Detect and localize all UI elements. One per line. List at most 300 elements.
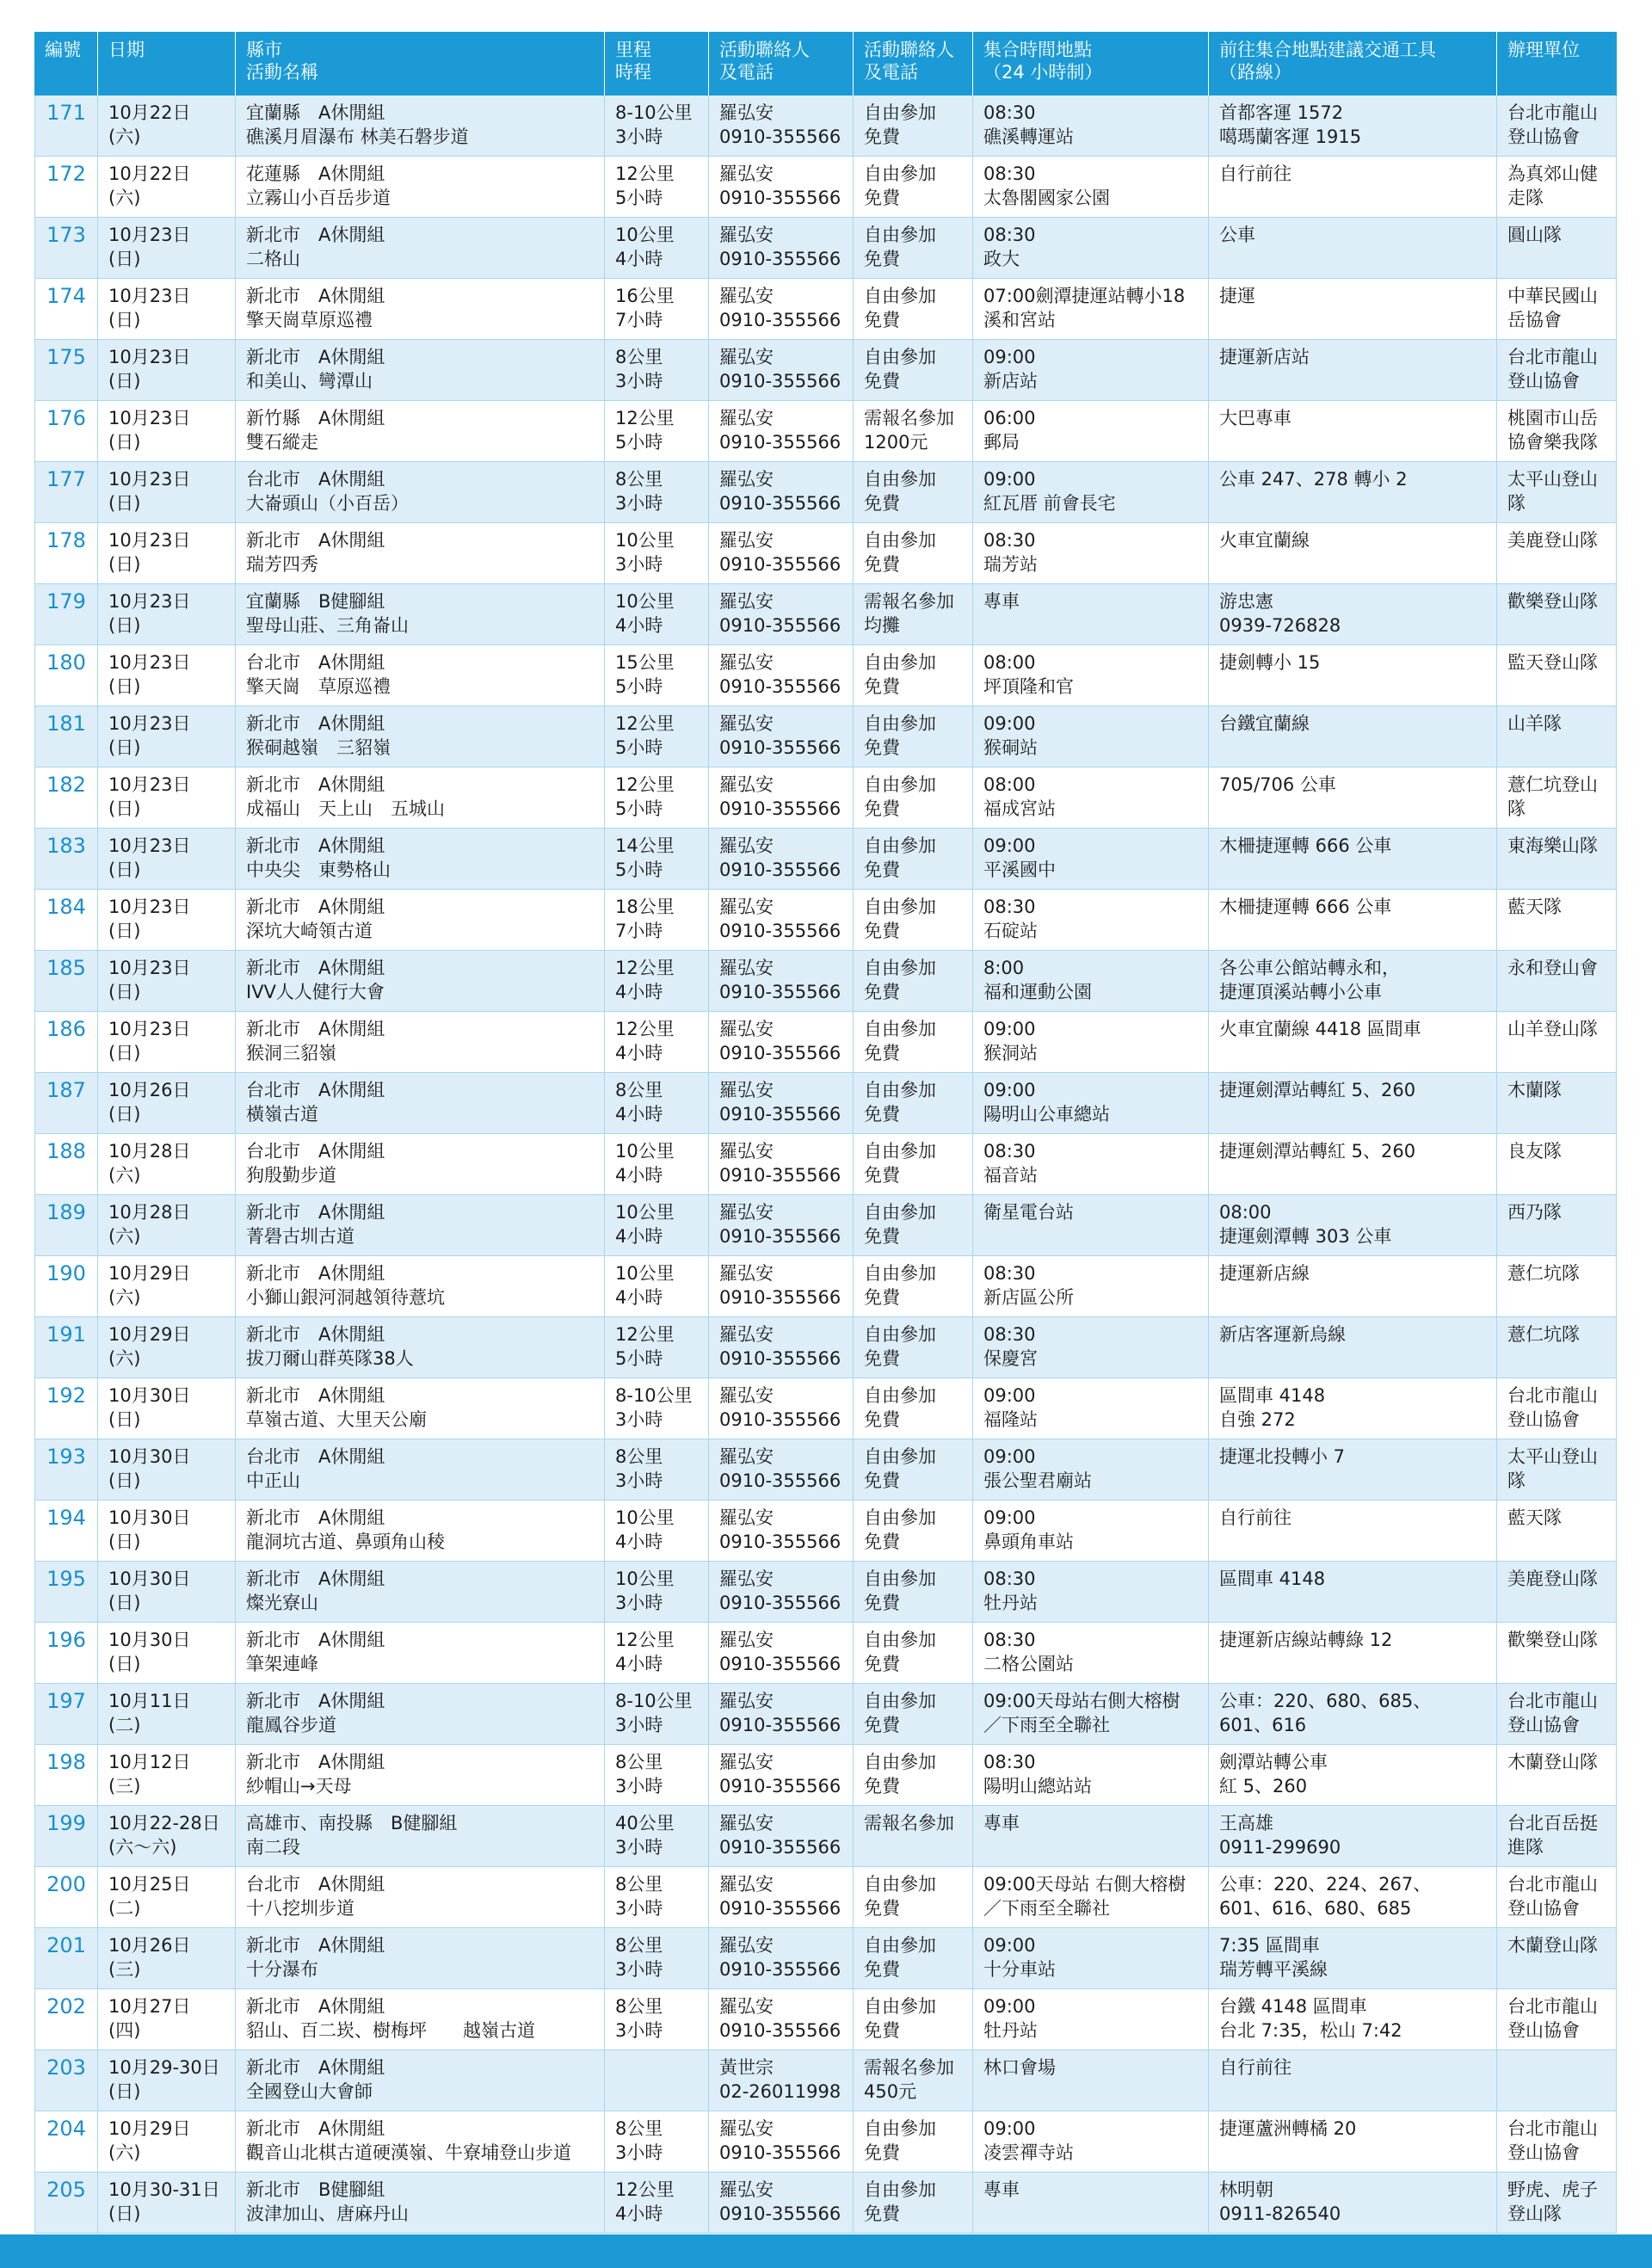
cell-organizer xyxy=(1497,401,1617,462)
organizer-line: 登山協會 xyxy=(1507,1898,1580,1919)
distance-line: 7小時 xyxy=(615,921,663,941)
contact-line: 羅弘安 xyxy=(719,1691,774,1711)
cell-activity xyxy=(236,1195,605,1256)
meet-line: ／下雨至全聯社 xyxy=(983,1898,1110,1919)
activity-line: 觀音山北棋古道硬漢嶺、牛寮埔登山步道 xyxy=(246,2142,571,2163)
cell-date xyxy=(98,1867,236,1928)
date-line: 10月23日 xyxy=(108,408,191,428)
fee-line: 自由參加 xyxy=(864,1874,936,1895)
cell-contact xyxy=(709,2111,854,2172)
fee-line: 免費 xyxy=(864,1470,900,1491)
date-line: (日) xyxy=(108,1409,141,1430)
organizer-line: 歡樂登山隊 xyxy=(1507,591,1598,612)
meet-line: 新店區公所 xyxy=(983,1287,1074,1308)
distance-line: 5小時 xyxy=(615,676,663,697)
fee-line: 免費 xyxy=(864,2142,900,2163)
cell-meet xyxy=(973,951,1209,1012)
distance-line: 4小時 xyxy=(615,1532,663,1552)
transport-line: 0939-726828 xyxy=(1219,615,1341,636)
cell-organizer xyxy=(1497,767,1617,829)
contact-line: 羅弘安 xyxy=(719,469,774,490)
activity-line: 新北市 A休閒組 xyxy=(246,1568,385,1589)
header-line: 縣市 xyxy=(246,40,282,60)
cell-distance xyxy=(605,829,709,890)
header-line: 及電話 xyxy=(719,62,774,83)
cell-organizer xyxy=(1497,1623,1617,1684)
cell-meet xyxy=(973,890,1209,951)
activity-line: 新北市 A休閒組 xyxy=(246,286,385,306)
meet-line: 08:30 xyxy=(983,1141,1036,1162)
cell-fee xyxy=(854,1012,973,1073)
transport-line: 噶瑪蘭客運 1915 xyxy=(1219,126,1362,147)
fee-line: 自由參加 xyxy=(864,1324,936,1345)
distance-line: 4小時 xyxy=(615,1226,663,1247)
meet-line: 08:30 xyxy=(983,530,1036,551)
table-row xyxy=(34,2111,1617,2172)
distance-line: 8公里 xyxy=(615,1752,663,1772)
transport-line: 公車 247、278 轉小 2 xyxy=(1219,469,1408,490)
distance-line: 5小時 xyxy=(615,188,663,208)
cell-transport xyxy=(1209,523,1497,584)
cell-organizer xyxy=(1497,1501,1617,1562)
fee-line: 免費 xyxy=(864,860,900,880)
activity-line: 草嶺古道、大里天公廟 xyxy=(246,1409,427,1430)
date-line: (日) xyxy=(108,921,141,941)
date-line: 10月23日 xyxy=(108,958,191,978)
meet-line: 猴洞站 xyxy=(983,1043,1038,1063)
cell-meet xyxy=(973,1439,1209,1501)
cell-contact xyxy=(709,1745,854,1806)
distance-line: 5小時 xyxy=(615,737,663,758)
cell-fee xyxy=(854,1501,973,1562)
fee-line: 免費 xyxy=(864,1959,900,1980)
organizer-line: 台北百岳挺 xyxy=(1507,1813,1598,1834)
cell-date xyxy=(98,1195,236,1256)
fee-line: 自由參加 xyxy=(864,1935,936,1956)
cell-activity xyxy=(236,2172,605,2234)
date-line: (日) xyxy=(108,860,141,880)
distance-line: 8公里 xyxy=(615,1874,663,1895)
cell-activity xyxy=(236,584,605,645)
meet-line: 09:00 xyxy=(983,1507,1036,1528)
meet-line: 08:30 xyxy=(983,1324,1036,1345)
cell-organizer xyxy=(1497,584,1617,645)
cell-contact xyxy=(709,829,854,890)
cell-activity xyxy=(236,523,605,584)
distance-line: 3小時 xyxy=(615,126,663,147)
cell-date xyxy=(98,279,236,340)
meet-line: 06:00 xyxy=(983,408,1036,428)
cell-contact xyxy=(709,1989,854,2050)
cell-contact xyxy=(709,340,854,401)
transport-line: 自行前往 xyxy=(1219,2057,1291,2078)
transport-line: 601、616 xyxy=(1219,1715,1307,1735)
cell-activity xyxy=(236,1928,605,1989)
cell-transport xyxy=(1209,279,1497,340)
contact-line: 0910-355566 xyxy=(719,1654,841,1674)
transport-line: 火車宜蘭線 4418 區間車 xyxy=(1219,1019,1421,1039)
cell-date xyxy=(98,1928,236,1989)
distance-line: 3小時 xyxy=(615,554,663,575)
activity-line: 大崙頭山（小百岳） xyxy=(246,493,409,514)
cell-distance xyxy=(605,1501,709,1562)
contact-line: 羅弘安 xyxy=(719,225,774,245)
cell-meet xyxy=(973,1928,1209,1989)
cell-activity xyxy=(236,1501,605,1562)
cell-transport xyxy=(1209,1745,1497,1806)
cell-no: 185 xyxy=(34,951,98,1012)
contact-line: 0910-355566 xyxy=(719,1837,841,1858)
organizer-line: 中華民國山 xyxy=(1507,286,1598,306)
fee-line: 免費 xyxy=(864,554,900,575)
activity-line: 和美山、彎潭山 xyxy=(246,371,373,391)
cell-distance xyxy=(605,951,709,1012)
cell-contact xyxy=(709,1134,854,1195)
activity-line: 新北市 A休閒組 xyxy=(246,2057,385,2078)
cell-no: 172 xyxy=(34,157,98,218)
activity-line: 新北市 A休閒組 xyxy=(246,1385,385,1406)
cell-date xyxy=(98,1012,236,1073)
activity-line: 新北市 A休閒組 xyxy=(246,1202,385,1223)
cell-distance xyxy=(605,1378,709,1439)
cell-contact xyxy=(709,1867,854,1928)
date-line: (日) xyxy=(108,493,141,514)
cell-no: 174 xyxy=(34,279,98,340)
table-row xyxy=(34,1928,1617,1989)
meet-line: 專車 xyxy=(983,2179,1020,2200)
date-line: 10月29-30日 xyxy=(108,2057,220,2078)
cell-distance xyxy=(605,890,709,951)
distance-line: 10公里 xyxy=(615,1568,675,1589)
cell-meet xyxy=(973,462,1209,523)
date-line: 10月23日 xyxy=(108,286,191,306)
fee-line: 免費 xyxy=(864,1226,900,1247)
cell-distance xyxy=(605,2050,709,2111)
cell-date xyxy=(98,1134,236,1195)
transport-line: 自行前往 xyxy=(1219,1507,1291,1528)
contact-line: 羅弘安 xyxy=(719,897,774,917)
cell-no: 198 xyxy=(34,1745,98,1806)
cell-meet xyxy=(973,401,1209,462)
fee-line: 自由參加 xyxy=(864,2179,936,2200)
fee-line: 免費 xyxy=(864,249,900,269)
cell-no: 182 xyxy=(34,767,98,829)
date-line: (六～六) xyxy=(108,1837,177,1858)
cell-date xyxy=(98,829,236,890)
cell-activity xyxy=(236,2050,605,2111)
cell-fee xyxy=(854,1378,973,1439)
table-row xyxy=(34,1623,1617,1684)
date-line: 10月23日 xyxy=(108,591,191,612)
distance-line: 8公里 xyxy=(615,1996,663,2017)
cell-no: 191 xyxy=(34,1317,98,1378)
cell-no: 190 xyxy=(34,1256,98,1317)
cell-no: 202 xyxy=(34,1989,98,2050)
fee-line: 免費 xyxy=(864,1898,900,1919)
activity-line: 台北市 A休閒組 xyxy=(246,1080,385,1100)
date-line: (日) xyxy=(108,1654,141,1674)
cell-no: 204 xyxy=(34,2111,98,2172)
distance-line: 5小時 xyxy=(615,432,663,453)
fee-line: 免費 xyxy=(864,188,900,208)
cell-meet xyxy=(973,1134,1209,1195)
date-line: (六) xyxy=(108,1287,141,1308)
activity-line: 龍洞坑古道、鼻頭角山稜 xyxy=(246,1532,445,1552)
cell-activity xyxy=(236,1073,605,1134)
table-row xyxy=(34,1073,1617,1134)
cell-fee xyxy=(854,767,973,829)
cell-transport xyxy=(1209,340,1497,401)
transport-line: 王高雄 xyxy=(1219,1813,1273,1834)
transport-line: 林明朝 xyxy=(1219,2179,1273,2200)
cell-meet xyxy=(973,2172,1209,2234)
meet-line: ／下雨至全聯社 xyxy=(983,1715,1110,1735)
contact-line: 羅弘安 xyxy=(719,530,774,551)
cell-fee xyxy=(854,462,973,523)
meet-line: 福隆站 xyxy=(983,1409,1038,1430)
distance-line: 3小時 xyxy=(615,2142,663,2163)
fee-line: 自由參加 xyxy=(864,652,936,673)
contact-line: 0910-355566 xyxy=(719,798,841,819)
cell-distance xyxy=(605,1928,709,1989)
organizer-line: 走隊 xyxy=(1507,188,1544,208)
contact-line: 羅弘安 xyxy=(719,1630,774,1650)
table-row xyxy=(34,462,1617,523)
meet-line: 08:30 xyxy=(983,1630,1036,1650)
table-body xyxy=(34,96,1617,2234)
date-line: (三) xyxy=(108,1959,141,1980)
cell-date xyxy=(98,96,236,157)
cell-activity xyxy=(236,767,605,829)
cell-meet xyxy=(973,1806,1209,1867)
table-row xyxy=(34,584,1617,645)
contact-line: 羅弘安 xyxy=(719,958,774,978)
contact-line: 羅弘安 xyxy=(719,408,774,428)
cell-distance xyxy=(605,279,709,340)
transport-line: 瑞芳轉平溪線 xyxy=(1219,1959,1328,1980)
table-row xyxy=(34,1439,1617,1501)
date-line: (六) xyxy=(108,1348,141,1369)
cell-contact xyxy=(709,584,854,645)
activity-line: 新竹縣 A休閒組 xyxy=(246,408,385,428)
transport-line: 各公車公館站轉永和， xyxy=(1219,958,1400,978)
table-row xyxy=(34,2050,1617,2111)
cell-date xyxy=(98,890,236,951)
header-line: （路線） xyxy=(1219,62,1291,83)
cell-transport xyxy=(1209,1501,1497,1562)
activity-line: 新北市 A休閒組 xyxy=(246,774,385,795)
date-line: (日) xyxy=(108,982,141,1002)
distance-line: 12公里 xyxy=(615,1630,675,1650)
cell-organizer xyxy=(1497,1684,1617,1745)
table-row xyxy=(34,767,1617,829)
meet-line: 二格公園站 xyxy=(983,1654,1074,1674)
activity-line: 筆架連峰 xyxy=(246,1654,318,1674)
cell-activity xyxy=(236,1256,605,1317)
cell-date xyxy=(98,1806,236,1867)
organizer-line: 為真郊山健 xyxy=(1507,163,1598,184)
cell-distance xyxy=(605,1867,709,1928)
cell-organizer xyxy=(1497,1562,1617,1623)
cell-no: 175 xyxy=(34,340,98,401)
transport-line: 公車：220、224、267、 xyxy=(1219,1874,1432,1895)
cell-date xyxy=(98,1501,236,1562)
cell-fee xyxy=(854,401,973,462)
organizer-line: 台北市龍山 xyxy=(1507,1691,1598,1711)
table-row xyxy=(34,1195,1617,1256)
header-activity xyxy=(236,32,605,96)
cell-fee xyxy=(854,890,973,951)
fee-line: 需報名參加 xyxy=(864,1813,954,1834)
cell-meet xyxy=(973,706,1209,767)
cell-fee xyxy=(854,1745,973,1806)
cell-no: 187 xyxy=(34,1073,98,1134)
contact-line: 0910-355566 xyxy=(719,126,841,147)
meet-line: 猴硐站 xyxy=(983,737,1038,758)
contact-line: 羅弘安 xyxy=(719,1385,774,1406)
cell-distance xyxy=(605,1806,709,1867)
distance-line: 8-10公里 xyxy=(615,1385,693,1406)
header-line: （24 小時制） xyxy=(983,62,1103,83)
cell-fee xyxy=(854,157,973,218)
transport-line: 火車宜蘭線 xyxy=(1219,530,1310,551)
fee-line: 自由參加 xyxy=(864,225,936,245)
activity-line: 台北市 A休閒組 xyxy=(246,1446,385,1467)
cell-transport xyxy=(1209,645,1497,706)
distance-line: 4小時 xyxy=(615,1287,663,1308)
date-line: 10月23日 xyxy=(108,225,191,245)
cell-transport xyxy=(1209,1562,1497,1623)
transport-line: 自行前往 xyxy=(1219,163,1291,184)
cell-contact xyxy=(709,401,854,462)
header-line: 活動聯絡人 xyxy=(719,40,810,60)
fee-line: 自由參加 xyxy=(864,774,936,795)
table-row xyxy=(34,279,1617,340)
transport-line: 捷運劍潭轉 303 公車 xyxy=(1219,1226,1392,1247)
cell-date xyxy=(98,1073,236,1134)
meet-line: 保慶宮 xyxy=(983,1348,1038,1369)
fee-line: 1200元 xyxy=(864,432,928,453)
fee-line: 自由參加 xyxy=(864,958,936,978)
activity-line: IVV人人健行大會 xyxy=(246,982,385,1002)
meet-line: 陽明山總站站 xyxy=(983,1776,1092,1797)
cell-date xyxy=(98,462,236,523)
activity-line: 中央尖 東勢格山 xyxy=(246,860,391,880)
organizer-line: 登山協會 xyxy=(1507,1715,1580,1735)
table-row xyxy=(34,706,1617,767)
meet-line: 08:30 xyxy=(983,225,1036,245)
date-line: (日) xyxy=(108,554,141,575)
cell-activity xyxy=(236,1134,605,1195)
contact-line: 羅弘安 xyxy=(719,1202,774,1223)
table-row xyxy=(34,2172,1617,2234)
organizer-line: 山羊隊 xyxy=(1507,713,1562,734)
meet-line: 08:30 xyxy=(983,1752,1036,1772)
contact-line: 羅弘安 xyxy=(719,652,774,673)
cell-date xyxy=(98,1317,236,1378)
cell-meet xyxy=(973,1256,1209,1317)
contact-line: 0910-355566 xyxy=(719,921,841,941)
cell-transport xyxy=(1209,1195,1497,1256)
organizer-line: 木蘭登山隊 xyxy=(1507,1752,1598,1772)
cell-distance xyxy=(605,1745,709,1806)
table-row xyxy=(34,1989,1617,2050)
contact-line: 0910-355566 xyxy=(719,676,841,697)
fee-line: 自由參加 xyxy=(864,347,936,367)
distance-line: 3小時 xyxy=(615,493,663,514)
cell-activity xyxy=(236,1623,605,1684)
cell-distance xyxy=(605,523,709,584)
cell-meet xyxy=(973,2111,1209,2172)
cell-distance xyxy=(605,462,709,523)
fee-line: 自由參加 xyxy=(864,1752,936,1772)
activity-line: 新北市 A休閒組 xyxy=(246,835,385,856)
contact-line: 羅弘安 xyxy=(719,1263,774,1284)
cell-contact xyxy=(709,645,854,706)
cell-activity xyxy=(236,1562,605,1623)
cell-date xyxy=(98,1684,236,1745)
cell-fee xyxy=(854,96,973,157)
cell-organizer xyxy=(1497,340,1617,401)
cell-organizer xyxy=(1497,1073,1617,1134)
activity-line: 新北市 A休閒組 xyxy=(246,1996,385,2017)
cell-transport xyxy=(1209,1623,1497,1684)
cell-activity xyxy=(236,2111,605,2172)
cell-distance xyxy=(605,1317,709,1378)
transport-line: 捷運 xyxy=(1219,286,1255,306)
contact-line: 0910-355566 xyxy=(719,2203,841,2224)
cell-date xyxy=(98,2172,236,2234)
cell-date xyxy=(98,340,236,401)
organizer-line: 登山協會 xyxy=(1507,126,1580,147)
header-line: 辦理單位 xyxy=(1507,40,1580,60)
meet-line: 09:00天母站 右側大榕樹 xyxy=(983,1874,1187,1895)
organizer-line: 美鹿登山隊 xyxy=(1507,530,1598,551)
date-line: (日) xyxy=(108,1104,141,1125)
transport-line: 木柵捷運轉 666 公車 xyxy=(1219,897,1392,917)
cell-contact xyxy=(709,1073,854,1134)
date-line: 10月30日 xyxy=(108,1507,191,1528)
distance-line: 8-10公里 xyxy=(615,102,693,123)
cell-transport xyxy=(1209,1073,1497,1134)
activity-line: 新北市 A休閒組 xyxy=(246,1691,385,1711)
cell-organizer xyxy=(1497,1867,1617,1928)
fee-line: 自由參加 xyxy=(864,2118,936,2139)
fee-line: 免費 xyxy=(864,126,900,147)
cell-organizer xyxy=(1497,1378,1617,1439)
transport-line: 0911-299690 xyxy=(1219,1837,1341,1858)
contact-line: 0910-355566 xyxy=(719,1287,841,1308)
transport-line: 捷運劍潭站轉紅 5、260 xyxy=(1219,1080,1416,1100)
fee-line: 自由參加 xyxy=(864,286,936,306)
activity-line: 新北市 A休閒組 xyxy=(246,1935,385,1956)
organizer-line: 木蘭隊 xyxy=(1507,1080,1562,1100)
fee-line: 免費 xyxy=(864,2020,900,2041)
header-line: 及電話 xyxy=(864,62,918,83)
activity-line: 雙石縱走 xyxy=(246,432,318,453)
cell-distance xyxy=(605,340,709,401)
meet-line: 礁溪轉運站 xyxy=(983,126,1074,147)
cell-activity xyxy=(236,96,605,157)
table-row xyxy=(34,157,1617,218)
fee-line: 自由參加 xyxy=(864,897,936,917)
cell-distance xyxy=(605,96,709,157)
meet-line: 太魯閣國家公園 xyxy=(983,188,1110,208)
distance-line: 8公里 xyxy=(615,1935,663,1956)
cell-distance xyxy=(605,1623,709,1684)
meet-line: 專車 xyxy=(983,1813,1020,1834)
distance-line: 5小時 xyxy=(615,860,663,880)
